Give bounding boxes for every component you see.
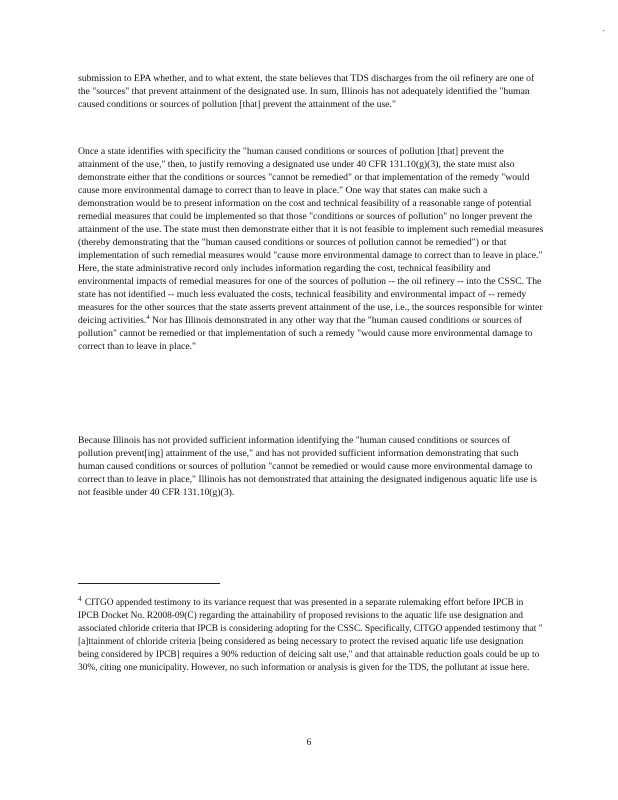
footnote-text: CITGO appended testimony to its variance request that was presented in a separate rulemaking effort before IPCB in IPCB Docket No. R2008-09(C) regarding the attainability of proposed revisions to the aquatic life use designation and associated chloride criteria that IPCB is considering adopting for the CSSC. Specifically, CITGO appended testimony that "[a]ttainment of chloride criteria [being considered as being necessary to protect the revised aquatic life use designation being considered by IPCB] requires a 90% reduction of deicing salt use," and that attainable reduction goals could be up to 30%, citing one municipality. However, no such information or analysis is given for the TDS, the pollutant at issue here. bbox=[78, 598, 543, 673]
footnote-number: 4 bbox=[78, 594, 82, 603]
footnote-separator bbox=[78, 583, 220, 584]
footnote-reference[interactable]: 4 bbox=[146, 313, 150, 321]
paragraph-text: submission to EPA whether, and to what extent, the state believes that TDS discharges from the oil refinery are one of the "sources" that prevent attainment of the designated use. In sum, Illinois has not adequately identified the "human caused conditions or sources of pollution [that] prevent the attainment of the use." bbox=[78, 73, 535, 110]
footnote-4 bbox=[78, 594, 544, 674]
paragraph-text-continued: Nor has Illinois demonstrated in any other way that the "human caused conditions or sources of pollution" cannot be remedied or that implementation of such a remedy "would cause more environmental damage to correct than to leave in place." bbox=[78, 315, 533, 352]
corner-mark: - bbox=[602, 26, 605, 35]
paragraph-text: Because Illinois has not provided sufficient information identifying the "human caused conditions or sources of pollution prevent[ing] attainment of the use," and has not provided sufficient information demonstrating that such human caused conditions or sources of pollution "cannot be remedied or would cause more environmental damage to correct than to leave in place," Illinois has not demonstrated that attaining the designated indigenous aquatic life use is not feasible under 40 CFR 131.10(g)(3). bbox=[78, 435, 537, 498]
body-paragraph-2 bbox=[78, 145, 544, 353]
paragraph-text: Once a state identifies with specificity the "human caused conditions or sources of pollution [that] prevent the attainment of the use," then, to justify removing a designated use under 40 CFR 131.10(g)(3), the state must also demonstrate either that the conditions or sources "cannot be remedied" or that implementation of the remedy "would cause more environmental damage to correct than to leave in place." One way that states can make such a demonstration would be to present information on the cost and technical feasibility of a reasonable range of potential remedial measures that could be implemented so that those "conditions or sources of pollution" no longer prevent the attainment of the use. The state must then demonstrate either that it is not feasible to implement such remedial measures (thereby demonstrating that the "human caused conditions or sources of pollution cannot be remedied") or that implementation of such remedial measures would "cause more environmental damage to correct than to leave in place." Here, the state administrative record only includes information regarding the cost, technical feasibility and environmental impacts of remedial measures for one of the sources of pollution -- the oil refinery -- into the CSSC. The state has not identified -- much less evaluated the costs, technical feasibility and environmental impact of -- remedy measures for the other sources that the state asserts prevent attainment of the use, i.e., the sources responsible for winter deicing activities. bbox=[78, 146, 544, 326]
body-paragraph-3 bbox=[78, 434, 544, 499]
body-paragraph-1 bbox=[78, 72, 544, 111]
page-number: 6 bbox=[306, 738, 312, 748]
